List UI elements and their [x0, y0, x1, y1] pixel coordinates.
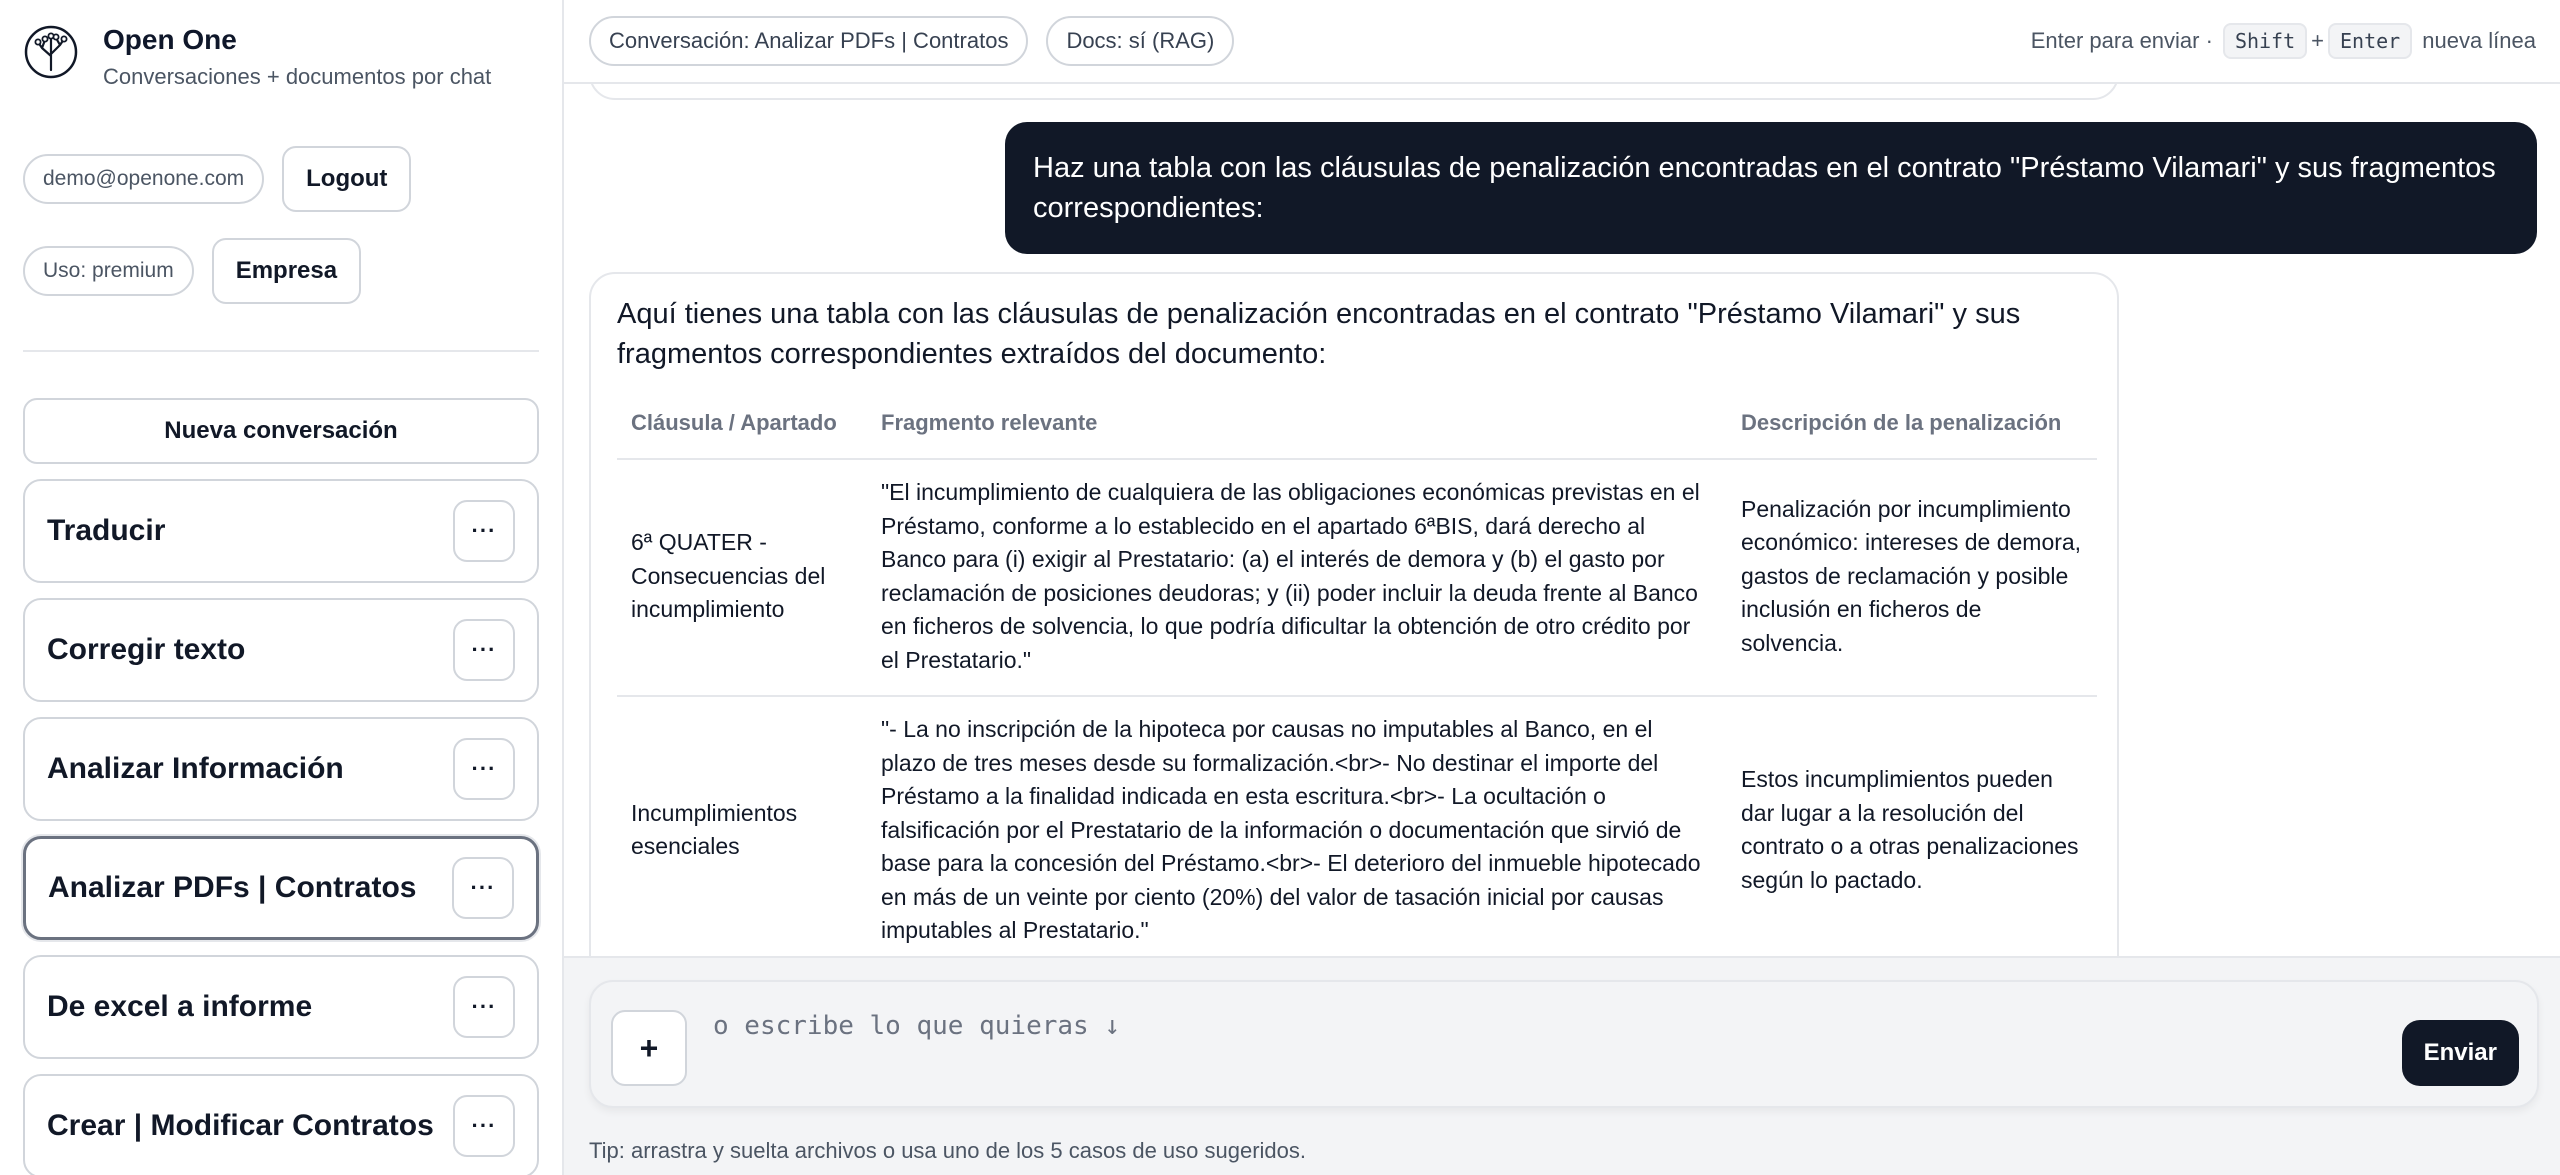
shift-key: Shift — [2223, 23, 2307, 59]
composer — [589, 980, 2539, 1108]
main-panel — [564, 0, 2560, 1175]
tip-text: Tip: arrastra y suelta archivos o usa uno de los 5 casos de uso sugeridos. — [589, 1138, 1307, 1163]
more-options-button[interactable]: ··· — [453, 976, 515, 1038]
table-cell-clause: 6ª QUATER - Consecuencias del incumplimiento — [617, 459, 867, 696]
conversation-item-corregir-texto[interactable] — [23, 598, 539, 702]
table-cell-fragment: "El incumplimiento de cualquiera de las obligaciones económicas previstas en el Préstamo, conforme a lo establecido en el apartado 6ªBIS, dará derecho al Banco para (i) exigir al Prestatario: (a) el interés de demora y (b) el gasto por reclamación de posiciones deudoras; y (ii) poder incluir la deuda frente al Banco en ficheros de solvencia, lo que podría dificultar la obtención de otro crédito por el Prestatario." — [867, 459, 1727, 696]
new-conversation-button[interactable]: Nueva conversación — [23, 398, 539, 464]
conversation-label: Corregir texto — [47, 633, 246, 666]
conversation-label: De excel a informe — [47, 990, 313, 1023]
enter-key: Enter — [2328, 23, 2412, 59]
top-bar — [564, 0, 2560, 84]
conversation-item-crear-contratos[interactable] — [23, 1074, 539, 1175]
attach-button[interactable]: + — [611, 1010, 687, 1086]
keyboard-hint — [2031, 23, 2536, 59]
table-header: Fragmento relevante — [867, 396, 1727, 459]
hint-plus: + — [2311, 28, 2325, 53]
table-cell-description: Estos incumplimientos pueden dar lugar a la resolución del contrato o a otras penalizaciones según lo pactado. — [1727, 696, 2097, 956]
more-options-button[interactable]: ··· — [452, 857, 514, 919]
penalty-table — [617, 396, 2097, 956]
table-cell-clause: Incumplimientos esenciales — [617, 696, 867, 956]
tree-icon — [23, 24, 79, 80]
table-row — [617, 459, 2097, 696]
conversation-item-analizar-pdfs[interactable] — [23, 836, 539, 940]
user-message: Haz una tabla con las cláusulas de penalización encontradas en el contrato "Préstamo Vilamari" y sus fragmentos correspondientes: — [1005, 122, 2537, 254]
plan-row — [23, 238, 539, 304]
table-header: Descripción de la penalización — [1727, 396, 2097, 459]
user-email: demo@openone.com — [23, 154, 264, 204]
conversation-item-excel-informe[interactable] — [23, 955, 539, 1059]
table-header: Cláusula / Apartado — [617, 396, 867, 459]
more-options-button[interactable]: ··· — [453, 738, 515, 800]
conversation-label: Analizar Información — [47, 752, 344, 785]
brand-subtitle: Conversaciones + documentos por chat — [103, 64, 492, 89]
conversation-label: Traducir — [47, 514, 166, 547]
more-options-button[interactable]: ··· — [453, 1095, 515, 1157]
plan-button[interactable]: Empresa — [212, 238, 361, 304]
assistant-message — [589, 272, 2119, 956]
conversation-chip: Conversación: Analizar PDFs | Contratos — [589, 16, 1028, 66]
sidebar — [0, 0, 564, 1175]
sidebar-divider — [23, 350, 539, 352]
composer-area — [564, 956, 2560, 1175]
docs-chip: Docs: sí (RAG) — [1046, 16, 1234, 66]
conversation-item-traducir[interactable] — [23, 479, 539, 583]
hint-prefix: Enter para enviar · — [2030, 28, 2213, 53]
more-options-button[interactable]: ··· — [453, 619, 515, 681]
assistant-intro: Aquí tienes una tabla con las cláusulas de penalización encontradas en el contrato "Préstamo Vilamari" y sus fragmentos correspondientes extraídos del documento: — [617, 298, 2021, 370]
previous-message-card — [589, 84, 2119, 100]
usage-badge: Uso: premium — [23, 246, 194, 296]
brand — [23, 24, 539, 89]
account-row — [23, 146, 539, 212]
conversation-item-analizar-informacion[interactable] — [23, 717, 539, 821]
conversation-label: Analizar PDFs | Contratos — [48, 871, 417, 904]
logout-button[interactable]: Logout — [282, 146, 411, 212]
brand-title: Open One — [103, 24, 237, 55]
more-options-button[interactable]: ··· — [453, 500, 515, 562]
conversation-label: Crear | Modificar Contratos — [47, 1109, 434, 1142]
hint-suffix: nueva línea — [2422, 28, 2536, 53]
chat-scroll-area[interactable] — [564, 84, 2560, 956]
table-header-row — [617, 396, 2097, 459]
table-cell-fragment: "- La no inscripción de la hipoteca por causas no imputables al Banco, en el plazo de tres meses desde su formalización.<br>- No destinar el importe del Préstamo a la finalidad indicada en esta escritura.<br>- La ocultación o falsificación por el Prestatario de la información o documentación que sirvió de base para la concesión del Préstamo.<br>- El deterioro del inmueble hipotecado en más de un veinte por ciento (20%) del valor de tasación inicial por causas imputables al Prestatario." — [867, 696, 1727, 956]
send-button[interactable]: Enviar — [2402, 1020, 2519, 1086]
table-row — [617, 696, 2097, 956]
message-input[interactable] — [713, 996, 2373, 1056]
table-cell-description: Penalización por incumplimiento económico: intereses de demora, gastos de reclamación y posible inclusión en ficheros de solvencia. — [1727, 459, 2097, 696]
